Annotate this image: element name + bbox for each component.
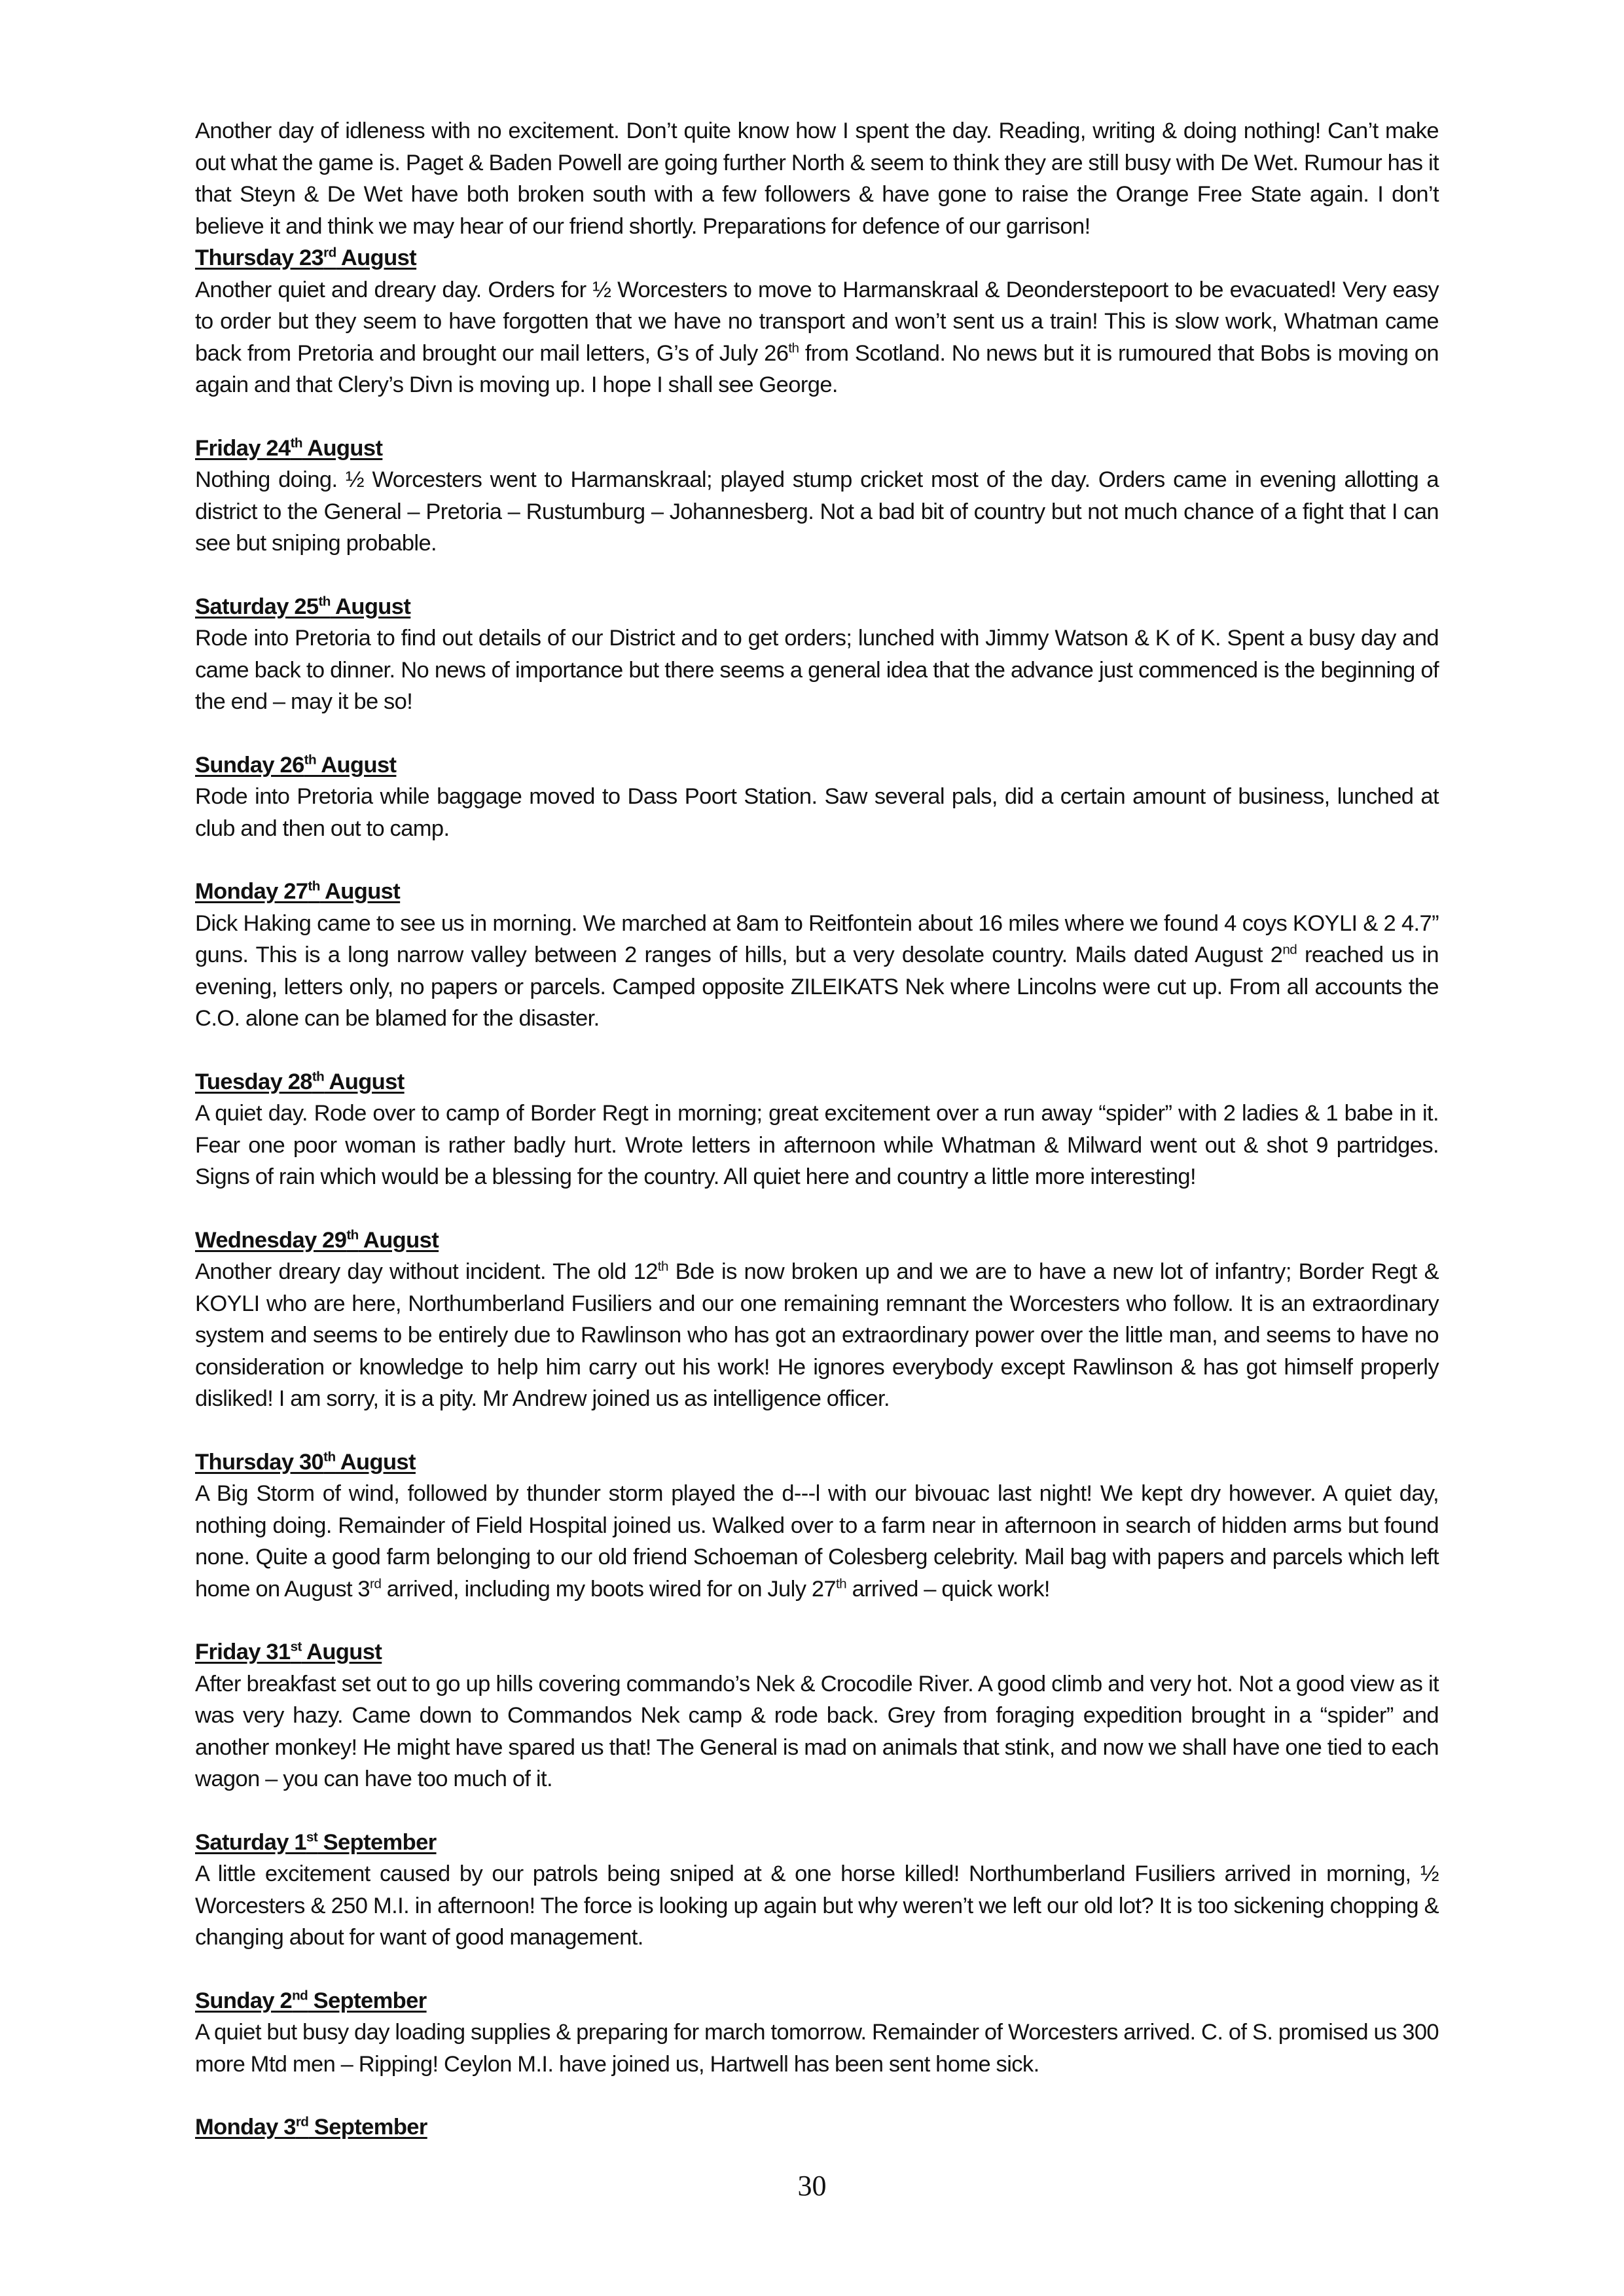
entry-day: Friday 24	[195, 435, 291, 461]
entry-day: Sunday 2	[195, 1988, 293, 2013]
entry-month: August	[335, 1449, 416, 1475]
entry-day: Sunday 26	[195, 752, 304, 778]
text-suffix: nd	[1282, 942, 1297, 958]
entry-text-part: reached us in evening, letters only, no papers or parcels. Camped opposite ZILEIKATS Nek where Lincolns were cut up. From all accounts the C.O. alone can be blamed for the disaster.	[195, 942, 1439, 1031]
entry-month: August	[319, 879, 401, 904]
text-suffix: th	[657, 1259, 668, 1274]
entry-text-part: Bde is now broken up and we are to have a new lot of infantry; Border Regt & KOYLI who are here, Northumberland Fusiliers and our one remaining remnant the Worcesters who follow. It is an extraordinary system and seems to be entirely due to Rawlinson who has got an extraordinary power over the little man, and seems to have no consideration or knowledge to help him carry out his work! He ignores everybody except Rawlinson & has got himself properly disliked! I am sorry, it is a pity. Mr Andrew joined us as intelligence officer.	[195, 1259, 1439, 1411]
entry-text: A quiet but busy day loading supplies & preparing for march tomorrow. Remainder of Worcesters arrived. C. of S. promised us 300 more Mtd men – Ripping! Ceylon M.I. have joined us, Hartwell has been sent home sick.	[195, 2020, 1439, 2077]
entry-heading	[195, 1066, 1439, 1098]
diary-entry	[195, 1446, 1439, 1605]
entry-heading	[195, 242, 1439, 274]
entry-day: Wednesday 29	[195, 1227, 347, 1253]
diary-content	[195, 115, 1439, 2144]
entry-month: September	[308, 1988, 427, 2013]
text-suffix: th	[788, 340, 799, 355]
date-suffix: th	[318, 594, 331, 609]
intro-paragraph: Another day of idleness with no excitement. Don’t quite know how I spent the day. Reading, writing & doing nothing! Can’t make out what the game is. Paget & Baden Powell are going further North & seem to think they are still busy with De Wet. Rumour has it that Steyn & De Wet have both broken south with a few followers & have gone to raise the Orange Free State again. I don’t believe it and think we may hear of our friend shortly. Preparations for defence of our garrison!	[195, 118, 1439, 239]
entry-day: Tuesday 28	[195, 1069, 312, 1094]
diary-entry	[195, 1225, 1439, 1415]
entry-heading	[195, 1225, 1439, 1257]
diary-entry	[195, 1066, 1439, 1193]
entry-text	[195, 1478, 1439, 1605]
entry-text-part: Dick Haking came to see us in morning. We marched at 8am to Reitfontein about 16 miles where we found 4 coys KOYLI & 2 4.7” guns. This is a long narrow valley between 2 ranges of hills, but a very desolate country. Mails dated August 2	[195, 910, 1439, 967]
date-suffix: th	[323, 1449, 336, 1464]
entry-month: August	[336, 245, 417, 270]
date-suffix: th	[308, 878, 320, 894]
diary-entry	[195, 876, 1439, 1035]
entry-text-part: arrived – quick work!	[846, 1576, 1050, 1602]
entry-text	[195, 274, 1439, 401]
entry-heading	[195, 1827, 1439, 1859]
entry-text: After breakfast set out to go up hills covering commando’s Nek & Crocodile River. A good climb and very hot. Not a good view as it was very hazy. Came down to Commandos Nek camp & rode back. Grey from foraging expedition brought in a “spider” and another monkey! He might have spared us that! The General is mad on animals that stink, and now we shall have one tied to each wagon – you can have too much of it.	[195, 1671, 1439, 1791]
entry-text: Rode into Pretoria while baggage moved to Dass Poort Station. Saw several pals, did a certain amount of business, lunched at club and then out to camp.	[195, 784, 1439, 841]
diary-entry	[195, 2111, 1439, 2144]
entry-month: September	[317, 1829, 437, 1855]
text-suffix: th	[836, 1576, 847, 1591]
entry-month: August	[301, 1640, 382, 1664]
entry-day: Monday 27	[195, 879, 308, 904]
entry-text: A little excitement caused by our patrols being sniped at & one horse killed! Northumberland Fusiliers arrived in morning, ½ Worcesters & 250 M.I. in afternoon! The force is looking up again but why weren’t we left our old lot? It is too sickening chopping & changing about for want of good management.	[195, 1861, 1439, 1950]
date-suffix: th	[304, 752, 316, 767]
diary-entry	[195, 591, 1439, 718]
entry-day: Saturday 25	[195, 594, 319, 619]
entry-heading	[195, 1446, 1439, 1479]
entry-day: Thursday 30	[195, 1449, 324, 1475]
entry-text-part: from Scotland. No news but it is rumoured that Bobs is moving on again and that Clery’s Divn is moving up. I hope I shall see George.	[195, 340, 1439, 397]
entry-text: Nothing doing. ½ Worcesters went to Harmanskraal; played stump cricket most of the day. Orders came in evening allotting a district to the General – Pretoria – Rustumburg – Johannesberg. Not a bad bit of country but not much chance of a fight that I can see but sniping probable.	[195, 467, 1439, 556]
page-number: 30	[797, 2170, 827, 2202]
entry-text-part: Another quiet and dreary day. Orders for ½ Worcesters to move to Harmanskraal & Deonderstepoort to be evacuated! Very easy to order but they seem to have forgotten that we have no transport and won’t sent us a train! This is slow work, Whatman came back from Pretoria and brought our mail letters, G’s of July 26	[195, 277, 1439, 366]
entry-text	[195, 908, 1439, 1035]
entry-text-part: Another dreary day without incident. The old 12	[195, 1259, 658, 1284]
entry-month: August	[324, 1069, 405, 1094]
date-suffix: st	[306, 1829, 318, 1844]
entry-month: August	[302, 435, 383, 461]
diary-entry	[195, 1827, 1439, 1954]
entry-heading	[195, 876, 1439, 908]
entry-heading	[195, 433, 1439, 465]
entry-text: Rode into Pretoria to find out details of our District and to get orders; lunched with Jimmy Watson & K of K. Spent a busy day and came back to dinner. No news of importance but there seems a general idea that the advance just commenced is the beginning of the end – may it be so!	[195, 626, 1439, 714]
date-suffix: th	[312, 1069, 325, 1084]
entry-text-part: arrived, including my boots wired for on July 27	[381, 1576, 837, 1602]
text-suffix: rd	[370, 1576, 382, 1591]
entry-heading	[195, 1985, 1439, 2017]
date-suffix: nd	[292, 1988, 308, 2003]
diary-entry	[195, 749, 1439, 845]
diary-entry	[195, 1985, 1439, 2081]
date-suffix: st	[290, 1639, 302, 1655]
date-suffix: th	[346, 1227, 359, 1242]
entry-text	[195, 1256, 1439, 1415]
entry-text: A quiet day. Rode over to camp of Border Regt in morning; great excitement over a run away “spider” with 2 ladies & 1 babe in it. Fear one poor woman is rather badly hurt. Wrote letters in afternoon while Whatman & Milward went out & shot 9 partridges. Signs of rain which would be a blessing for the country. All quiet here and country a little more interesting!	[195, 1101, 1439, 1189]
entry-month: August	[330, 594, 411, 619]
entry-day: Thursday 23	[195, 245, 324, 270]
entry-month: September	[308, 2115, 427, 2140]
date-suffix: rd	[323, 245, 336, 260]
entry-heading	[195, 749, 1439, 781]
entry-month: August	[316, 752, 397, 778]
entry-heading	[195, 2111, 1439, 2144]
diary-entry	[195, 433, 1439, 560]
date-suffix: rd	[295, 2114, 309, 2130]
diary-entry	[195, 242, 1439, 401]
entry-heading	[195, 591, 1439, 623]
entry-day: Monday 3	[195, 2115, 296, 2140]
entry-day: Saturday 1	[195, 1829, 306, 1855]
diary-entry	[195, 1636, 1439, 1795]
entry-month: August	[358, 1227, 439, 1253]
entry-day: Friday 31	[195, 1640, 291, 1664]
date-suffix: th	[290, 435, 302, 450]
entry-text-part: A Big Storm of wind, followed by thunder storm played the d---l with our bivouac last night! We kept dry however. A quiet day, nothing doing. Remainder of Field Hospital joined us. Walked over to a farm near in afternoon in search of hidden arms but found none. Quite a good farm belonging to our old friend Schoeman of Colesberg celebrity. Mail bag with papers and parcels which left home on August 3	[195, 1481, 1439, 1602]
entry-heading	[195, 1636, 1439, 1668]
